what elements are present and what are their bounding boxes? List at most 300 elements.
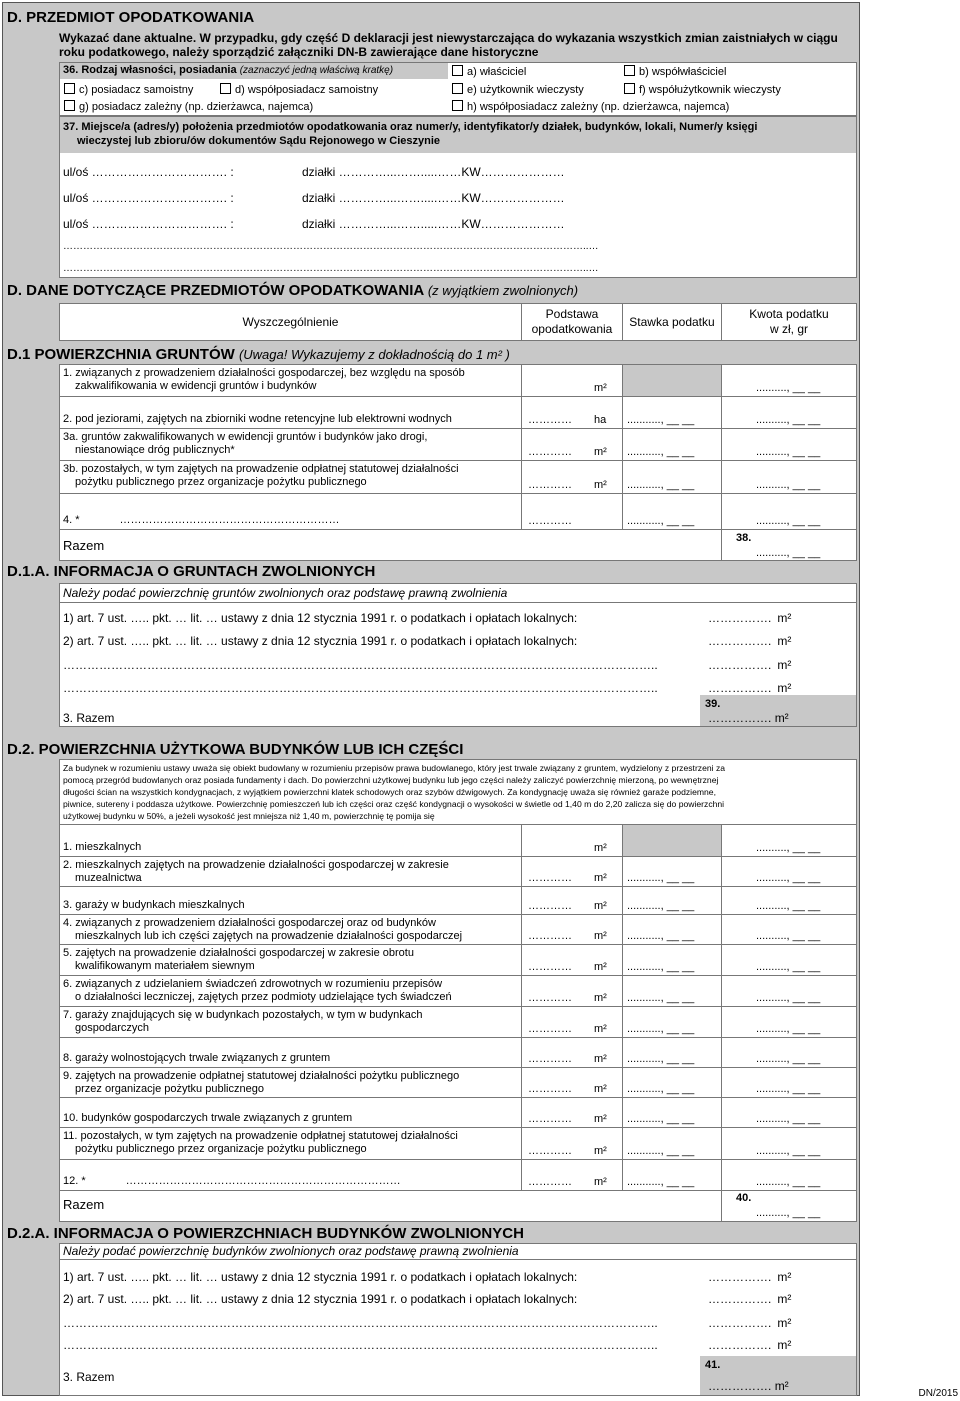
d2-row-base[interactable] bbox=[521, 1037, 623, 1068]
option-e-label: e) użytkownik wieczysty bbox=[467, 84, 584, 96]
d2-row-tax-value: .........., __ __ bbox=[756, 842, 821, 854]
d1-row-tax-value: .........., __ __ bbox=[756, 515, 821, 527]
d2-row-rate[interactable] bbox=[622, 1159, 722, 1191]
d1a-total-val[interactable] bbox=[708, 711, 789, 725]
d2-row-base[interactable] bbox=[521, 1159, 623, 1191]
section-dd-title bbox=[7, 282, 578, 299]
d1-row-rate-value: ..........., __ __ bbox=[627, 414, 695, 426]
d2-row-base[interactable] bbox=[521, 856, 623, 887]
d1-row-label bbox=[63, 514, 518, 527]
d1-row-label-box bbox=[59, 428, 522, 461]
d2-row-base-value: ………… bbox=[528, 872, 572, 884]
d2-row-base[interactable] bbox=[521, 1127, 623, 1160]
d2-row-label bbox=[63, 917, 518, 943]
d2-row-rate-value: ..........., __ __ bbox=[627, 1023, 695, 1035]
d2-row-rate[interactable] bbox=[622, 1037, 722, 1068]
col-tax-box bbox=[721, 303, 857, 341]
d1-row-label bbox=[63, 463, 518, 489]
col-base bbox=[522, 307, 622, 337]
info-lead: Wykazać dane aktualne. bbox=[59, 31, 197, 45]
d2-row-tax[interactable] bbox=[721, 1067, 857, 1098]
d1-row-tax[interactable] bbox=[721, 460, 857, 494]
d2-row-rate[interactable] bbox=[622, 944, 722, 976]
d2-row-unit: m² bbox=[594, 872, 607, 884]
addr-street-2[interactable]: ul/oś ……………………………. : bbox=[63, 191, 234, 205]
d2-row-line-1: 5. zajętych na prowadzenie działalności gospodarczej w zakresie obrotu bbox=[63, 947, 414, 959]
d1-row-label-box bbox=[59, 493, 522, 530]
d1-row-tax-value: .........., __ __ bbox=[756, 446, 821, 458]
d2-row-tax[interactable] bbox=[721, 886, 857, 915]
d2a-subtitle: Należy podać powierzchnię budynków zwolnionych oraz podstawę prawną zwolnienia bbox=[63, 1244, 519, 1258]
d1-row-base-value: ………… bbox=[528, 515, 572, 527]
q37-box bbox=[59, 116, 857, 278]
d2-row-tax[interactable] bbox=[721, 914, 857, 945]
checkbox-c[interactable] bbox=[64, 83, 75, 94]
d2-row-unit: m² bbox=[594, 900, 607, 912]
d2-row-unit: m² bbox=[594, 961, 607, 973]
d1-row-tax-value: .........., __ __ bbox=[756, 414, 821, 426]
d2-row-tax-value: .........., __ __ bbox=[756, 1113, 821, 1125]
d1-row-rate[interactable] bbox=[622, 460, 722, 494]
d2-row-rate[interactable] bbox=[622, 914, 722, 945]
d2-row-line-1: 12. * bbox=[63, 1175, 86, 1187]
option-d-label: d) współposiadacz samoistny bbox=[235, 84, 379, 96]
d2-row-rate-value: ..........., __ __ bbox=[627, 872, 695, 884]
d2-row-rate[interactable] bbox=[622, 1097, 722, 1128]
d2-row-base-value: ………… bbox=[528, 1053, 572, 1065]
section-d-info bbox=[59, 31, 855, 59]
d2a-subtitle-box bbox=[59, 1243, 857, 1260]
d2a-title: D.2.A. INFORMACJA O POWIERZCHNIACH BUDYNKÓW ZWOLNIONYCH bbox=[7, 1225, 524, 1242]
d2-row-base[interactable] bbox=[521, 975, 623, 1007]
d2a-row-value[interactable] bbox=[708, 1270, 791, 1284]
d1-row-base[interactable] bbox=[521, 460, 623, 494]
d2-row-label bbox=[63, 947, 518, 973]
d2-row-base-value: ………… bbox=[528, 1083, 572, 1095]
checkbox-b[interactable] bbox=[624, 65, 635, 76]
d1-row-line-2: pożytku publicznego przez organizacje pożytku publicznego bbox=[75, 476, 367, 488]
d2-total-box[interactable] bbox=[721, 1190, 857, 1222]
d1a-row-value[interactable] bbox=[708, 634, 791, 648]
section-dd-title-text: D. DANE DOTYCZĄCE PRZEDMIOTÓW OPODATKOWANIA bbox=[7, 282, 424, 299]
d2-row-rate-value: ..........., __ __ bbox=[627, 1083, 695, 1095]
d1-razem: Razem bbox=[63, 538, 105, 553]
d1-row-line-1: 3a. gruntów zakwalifikowanych w ewidencji gruntów i budynków jako drogi, bbox=[63, 431, 428, 443]
d2-row-rate-value: ..........., __ __ bbox=[627, 1145, 695, 1157]
d2-row-tax-value: .........., __ __ bbox=[756, 961, 821, 973]
d2-row-rate-value: ..........., __ __ bbox=[627, 992, 695, 1004]
d2-row-label-box bbox=[59, 1097, 522, 1128]
option-g-label: g) posiadacz zależny (np. dzierżawca, najemca) bbox=[79, 101, 314, 113]
d2-row-unit: m² bbox=[594, 1113, 607, 1125]
d1-row-label-box bbox=[59, 396, 522, 429]
d2-row-line-2: pożytku publicznego przez organizacje pożytku publicznego bbox=[75, 1143, 367, 1155]
d2-row-label-box bbox=[59, 944, 522, 976]
d1-row-rate bbox=[622, 364, 722, 397]
d2a-total-unit: m² bbox=[774, 1379, 789, 1393]
d2-row-base[interactable] bbox=[521, 914, 623, 945]
d1a-row-text[interactable]: ………………………………………………………………………………………………………………………………….. bbox=[63, 681, 658, 695]
d2a-row-text[interactable]: ………………………………………………………………………………………………………………………………….. bbox=[63, 1316, 658, 1330]
checkbox-e[interactable] bbox=[452, 83, 463, 94]
d1-row-tax[interactable] bbox=[721, 364, 857, 397]
d2-row-line-2: mieszkalnych lub ich części zajętych na prowadzenie działalności gospodarczej bbox=[75, 930, 463, 942]
d2-row-base-value: ………… bbox=[528, 1145, 572, 1157]
d2-row-rate-value: ..........., __ __ bbox=[627, 1176, 695, 1188]
d2-row-tax[interactable] bbox=[721, 1159, 857, 1191]
d2a-razem: 3. Razem bbox=[63, 1370, 115, 1384]
d2-row-label bbox=[63, 1052, 518, 1065]
d2-row-base[interactable] bbox=[521, 1006, 623, 1038]
d2-row-base-value: ………… bbox=[528, 1113, 572, 1125]
d2-row-label bbox=[63, 1070, 518, 1096]
d1a-box bbox=[59, 602, 857, 727]
d1a-row-text: 1) art. 7 ust. ….. pkt. … lit. … ustawy z dnia 12 stycznia 1991 r. o podatkach i opłatach lokalnych: bbox=[63, 611, 578, 625]
d2-row-tax-value: .........., __ __ bbox=[756, 1083, 821, 1095]
d1-row-line-1: 2. pod jeziorami, zajętych na zbiorniki wodne retencyjne lub elektrowni wodnych bbox=[63, 413, 452, 425]
d2-row-line-1: 11. pozostałych, w tym zajętych na prowadzenie odpłatnej statutowej działalności bbox=[63, 1130, 458, 1142]
q37-label bbox=[63, 120, 757, 148]
d2-row-rate[interactable] bbox=[622, 975, 722, 1007]
d2-row-base-value: ………… bbox=[528, 992, 572, 1004]
d2-row-label-box bbox=[59, 914, 522, 945]
d1-total-val: .........., __ __ bbox=[756, 547, 821, 559]
d2-note bbox=[63, 762, 725, 822]
d1a-row-value[interactable] bbox=[708, 658, 791, 672]
col-rate: Stawka podatku bbox=[629, 315, 715, 329]
d2a-row-dots: ……………. bbox=[708, 1338, 772, 1352]
d2-row-line-2: gospodarczych bbox=[75, 1022, 149, 1034]
option-a-label: a) właściciel bbox=[467, 66, 527, 78]
d2a-row-text[interactable]: ………………………………………………………………………………………………………………………………….. bbox=[63, 1338, 658, 1352]
d2-row-rate-value: ..........., __ __ bbox=[627, 930, 695, 942]
q37-line-2: wieczystej lub zbioru/ów dokumentów Sądu Rejonowego w Cieszynie bbox=[77, 135, 441, 147]
option-c-label: c) posiadacz samoistny bbox=[79, 84, 194, 96]
addr-plot-1[interactable]: działki …………...…….....……KW………………… bbox=[302, 165, 565, 179]
d2a-box bbox=[59, 1259, 857, 1396]
option-f-label: f) współużytkownik wieczysty bbox=[639, 84, 781, 96]
d1a-row-unit: m² bbox=[777, 658, 792, 672]
d1-row-tax-value: .........., __ __ bbox=[756, 382, 821, 394]
d2-row-tax-value: .........., __ __ bbox=[756, 872, 821, 884]
d2-row-label bbox=[63, 978, 518, 1004]
d1a-row-unit: m² bbox=[777, 681, 792, 695]
d2-row-tax[interactable] bbox=[721, 944, 857, 976]
d1-total-num: 38. bbox=[736, 532, 752, 544]
d2-row-label-box bbox=[59, 856, 522, 887]
d1-row-dots[interactable]: …………………………………………………… bbox=[119, 514, 340, 526]
d1-row-line-1: 3b. pozostałych, w tym zajętych na prowadzenie odpłatnej statutowej działalności bbox=[63, 463, 459, 475]
d2-row-base[interactable] bbox=[521, 1097, 623, 1128]
d2-row-unit: m² bbox=[594, 1083, 607, 1095]
checkbox-h[interactable] bbox=[452, 100, 463, 111]
d2-note-box bbox=[59, 759, 857, 825]
d2-row-line-1: 3. garaży w budynkach mieszkalnych bbox=[63, 899, 245, 911]
d2-row-line-1: 9. zajętych na prowadzenie odpłatnej statutowej działalności pożytku publicznego bbox=[63, 1070, 460, 1082]
d1a-row-unit: m² bbox=[777, 634, 792, 648]
d2-row-label bbox=[63, 859, 518, 885]
d2-row-label bbox=[63, 899, 518, 912]
d2-row-unit: m² bbox=[594, 1176, 607, 1188]
d2-note-line: piwnice, sutereny i poddasza użytkowe. Powierzchnię pomieszczeń lub ich części oraz część kondygnacji o wysokości w świetle od 1,40 m do 2,20 zalicza się do powierzchni bbox=[63, 799, 725, 809]
d2-row-label-box bbox=[59, 1127, 522, 1160]
d2-row-tax[interactable] bbox=[721, 1097, 857, 1128]
col-rate-box bbox=[622, 303, 722, 341]
addr-plot-2[interactable]: działki …………...…….....……KW………………… bbox=[302, 191, 565, 205]
d2a-row-value[interactable] bbox=[708, 1316, 791, 1330]
d2-title: D.2. POWIERZCHNIA UŻYTKOWA BUDYNKÓW LUB ICH CZĘŚCI bbox=[7, 741, 464, 758]
d2a-row-unit: m² bbox=[777, 1338, 792, 1352]
col-base-1: Podstawa bbox=[545, 307, 599, 321]
d1-row-tax[interactable] bbox=[721, 493, 857, 530]
d2-row-label-box bbox=[59, 1037, 522, 1068]
d1-title bbox=[7, 346, 510, 363]
d2-row-base[interactable] bbox=[521, 824, 623, 857]
d1-row-unit: m² bbox=[594, 446, 607, 458]
d2a-row-unit: m² bbox=[777, 1292, 792, 1306]
q37-line-1: 37. Miejsce/a (adres/y) położenia przedmiotów opodatkowania oraz numer/y, identyfikator/y działek, budynków, lokali, Numer/y księgi bbox=[63, 121, 758, 133]
d2-row-tax[interactable] bbox=[721, 1127, 857, 1160]
d2-row-unit: m² bbox=[594, 1053, 607, 1065]
addr-street-1[interactable]: ul/oś ……………………………. : bbox=[63, 165, 234, 179]
form-code: DN/2015 bbox=[918, 1388, 958, 1399]
d2-row-rate[interactable] bbox=[622, 1006, 722, 1038]
d1-row-line-1: 1. związanych z prowadzeniem działalności gospodarczej, bez względu na sposób bbox=[63, 367, 465, 379]
d2a-total-val[interactable] bbox=[708, 1379, 789, 1393]
option-b[interactable] bbox=[624, 65, 726, 78]
checkbox-f[interactable] bbox=[624, 83, 635, 94]
d2-total-num: 40. bbox=[736, 1192, 752, 1204]
d2-row-tax[interactable] bbox=[721, 1006, 857, 1038]
d1a-razem: 3. Razem bbox=[63, 711, 115, 725]
d1-row-unit: m² bbox=[594, 479, 607, 491]
d1-row-line-2: niestanowiące dróg publicznych* bbox=[75, 444, 235, 456]
d2-row-tax-value: .........., __ __ bbox=[756, 1176, 821, 1188]
col-tax-2: w zł, gr bbox=[769, 322, 808, 336]
d2-row-rate bbox=[622, 824, 722, 857]
d1a-row-value[interactable] bbox=[708, 681, 791, 695]
d1-row-line-2: zakwalifikowania w ewidencji gruntów i budynków bbox=[75, 380, 317, 392]
d2-razem: Razem bbox=[63, 1197, 105, 1212]
d2-row-line-1: 8. garaży wolnostojących trwale związanych z gruntem bbox=[63, 1052, 331, 1064]
d1a-row-text[interactable]: ………………………………………………………………………………………………………………………………….. bbox=[63, 658, 658, 672]
d1-row-tax[interactable] bbox=[721, 396, 857, 429]
d2-row-rate[interactable] bbox=[622, 1127, 722, 1160]
d1-row-base[interactable] bbox=[521, 396, 623, 429]
d2-row-rate-value: ..........., __ __ bbox=[627, 900, 695, 912]
d2-row-line-1: 2. mieszkalnych zajętych na prowadzenie działalności gospodarczej w zakresie bbox=[63, 859, 449, 871]
d1-row-base-value: ………… bbox=[528, 479, 572, 491]
d2-note-line: Za budynek w rozumieniu ustawy uważa się obiekt budowlany w rozumieniu przepisów prawa budowlanego, który jest trwale związany z gruntem, wydzielony z przestrzeni za bbox=[63, 763, 726, 773]
d1-row-line-1: 4. * bbox=[63, 514, 80, 526]
option-e[interactable] bbox=[452, 83, 584, 96]
d2-row-label bbox=[63, 1175, 518, 1188]
d2-row-label-box bbox=[59, 824, 522, 857]
col-base-box bbox=[521, 303, 623, 341]
d2-note-line: użytkowej budynku w 50%, a jeżeli wysokość jest mniejsza niż 1,40 m, powierzchnię tę pomija się bbox=[63, 811, 435, 821]
d2a-row-dots: ……………. bbox=[708, 1270, 772, 1284]
d2-row-rate-value: ..........., __ __ bbox=[627, 1113, 695, 1125]
d1a-total-dots: ……………. bbox=[708, 711, 772, 725]
d2-row-rate-value: ..........., __ __ bbox=[627, 1053, 695, 1065]
d2a-row-dots: ……………. bbox=[708, 1292, 772, 1306]
d2-row-label-box bbox=[59, 975, 522, 1007]
d1-row-rate-value: ..........., __ __ bbox=[627, 446, 695, 458]
d1-row-base[interactable] bbox=[521, 493, 623, 530]
d2-row-label bbox=[63, 1130, 518, 1156]
d1-row-tax[interactable] bbox=[721, 428, 857, 461]
d1-row-unit: ha bbox=[594, 414, 607, 426]
d2-row-line-1: 7. garaży znajdujących się w budynkach pozostałych, w tym w budynkach bbox=[63, 1009, 423, 1021]
d1-row-base[interactable] bbox=[521, 364, 623, 397]
d2-row-tax[interactable] bbox=[721, 856, 857, 887]
d2a-row-text: 1) art. 7 ust. ….. pkt. … lit. … ustawy z dnia 12 stycznia 1991 r. o podatkach i opłatach lokalnych: bbox=[63, 1270, 578, 1284]
col-desc-box bbox=[59, 303, 522, 341]
d1-row-rate-value: ..........., __ __ bbox=[627, 515, 695, 527]
col-desc: Wyszczególnienie bbox=[242, 315, 339, 329]
col-tax-1: Kwota podatku bbox=[749, 307, 829, 321]
d1-row-rate[interactable] bbox=[622, 396, 722, 429]
option-a[interactable] bbox=[452, 65, 526, 78]
d2a-row-unit: m² bbox=[777, 1316, 792, 1330]
d2a-row-value[interactable] bbox=[708, 1292, 791, 1306]
d1-row-base-value: ………… bbox=[528, 446, 572, 458]
d2-row-tax[interactable] bbox=[721, 824, 857, 857]
d1-row-label-box bbox=[59, 460, 522, 494]
form-page bbox=[2, 2, 860, 1396]
d2-row-tax[interactable] bbox=[721, 1037, 857, 1068]
d2-razem-box bbox=[59, 1190, 723, 1222]
d1-total-box[interactable] bbox=[721, 529, 857, 561]
d2-row-base[interactable] bbox=[521, 944, 623, 976]
d2-row-tax-value: .........., __ __ bbox=[756, 1053, 821, 1065]
d2-row-rate-value: ..........., __ __ bbox=[627, 961, 695, 973]
d2-row-base-value: ………… bbox=[528, 961, 572, 973]
checkbox-a[interactable] bbox=[452, 65, 463, 76]
option-c[interactable] bbox=[64, 83, 193, 96]
d1-razem-box bbox=[59, 529, 723, 561]
q36-label bbox=[63, 64, 393, 76]
d2-row-line-1: 1. mieszkalnych bbox=[63, 841, 142, 853]
d1-row-label bbox=[63, 413, 518, 426]
addr-extra-2[interactable]: …………………………………………………………………………………………………………………………………………..… bbox=[63, 263, 599, 274]
d1a-total-num: 39. bbox=[705, 698, 721, 710]
d1-subtitle: (Uwaga! Wykazujemy z dokładnością do 1 m² ) bbox=[238, 347, 510, 362]
checkbox-d[interactable] bbox=[220, 83, 231, 94]
d2-row-tax-value: .........., __ __ bbox=[756, 1023, 821, 1035]
d2-row-label bbox=[63, 1009, 518, 1035]
d2-row-unit: m² bbox=[594, 1145, 607, 1157]
d1-row-rate[interactable] bbox=[622, 493, 722, 530]
d1-title-text: D.1 POWIERZCHNIA GRUNTÓW bbox=[7, 346, 235, 363]
addr-plot-3[interactable]: działki …………...…….....……KW………………… bbox=[302, 217, 565, 231]
d2-row-rate[interactable] bbox=[622, 856, 722, 887]
d2-note-line: pomocą przegród budowlanych oraz posiada fundamenty i dach. Do powierzchni użytkowej budynku lub jego części należy zaliczyć powierzchnię mierzoną, po wewnętrznej bbox=[63, 775, 719, 785]
section-dd-subtitle: (z wyjątkiem zwolnionych) bbox=[427, 283, 579, 298]
option-h[interactable] bbox=[452, 100, 729, 113]
d2-row-label bbox=[63, 841, 518, 854]
d2-row-line-2: przez organizacje pożytku publicznego bbox=[75, 1083, 264, 1095]
d1a-row-value[interactable] bbox=[708, 611, 791, 625]
d2-row-rate[interactable] bbox=[622, 1067, 722, 1098]
d1-row-base-value: ………… bbox=[528, 414, 572, 426]
d2a-row-dots: ……………. bbox=[708, 1316, 772, 1330]
d1-row-rate-value: ..........., __ __ bbox=[627, 479, 695, 491]
d1a-row-dots: ……………. bbox=[708, 658, 772, 672]
info-line-2: roku podatkowego, należy sporządzić załączniki DN-B zawierające dane historyczne bbox=[59, 45, 539, 59]
q36-box bbox=[59, 62, 857, 116]
d2-row-label bbox=[63, 1112, 518, 1125]
checkbox-g[interactable] bbox=[64, 100, 75, 111]
d2-row-tax-value: .........., __ __ bbox=[756, 900, 821, 912]
option-f[interactable] bbox=[624, 83, 781, 96]
d2-row-base-value: ………… bbox=[528, 1176, 572, 1188]
d2a-row-unit: m² bbox=[777, 1270, 792, 1284]
d1-row-base[interactable] bbox=[521, 428, 623, 461]
d2-total-val: .........., __ __ bbox=[756, 1207, 821, 1219]
d2a-total-num: 41. bbox=[705, 1359, 721, 1371]
option-d[interactable] bbox=[220, 83, 378, 96]
d2-note-line: długości ścian na wszystkich kondygnacjach, z wyjątkiem powierzchni klatek schodowych oraz szybów dźwigowych. Za kondygnację uważa się również garaże podziemne, bbox=[63, 787, 716, 797]
d1-row-label-box bbox=[59, 364, 522, 397]
d2-row-label-box bbox=[59, 1006, 522, 1038]
d1-row-label bbox=[63, 367, 518, 393]
info-line-1: W przypadku, gdy część D deklaracji jest niewystarczająca do wykazania wszystkich zmian zaistniałych w ciągu bbox=[199, 31, 838, 45]
d1a-row-dots: ……………. bbox=[708, 611, 772, 625]
d2-row-label-box bbox=[59, 1067, 522, 1098]
d2-row-rate[interactable] bbox=[622, 886, 722, 915]
d2a-total-dots: ……………. bbox=[708, 1379, 772, 1393]
d1a-total-unit: m² bbox=[774, 711, 789, 725]
d2-row-tax[interactable] bbox=[721, 975, 857, 1007]
q36-hint: (zaznaczyć jedną właściwą kratkę) bbox=[239, 65, 394, 76]
d1a-row-unit: m² bbox=[777, 611, 792, 625]
d2-row-label-box bbox=[59, 1159, 522, 1191]
addr-street-3[interactable]: ul/oś ……………………………. : bbox=[63, 217, 234, 231]
d1a-row-dots: ……………. bbox=[708, 634, 772, 648]
d2-row-line-2: o działalności leczniczej, zajętych przez podmioty udzielające tych świadczeń bbox=[75, 991, 452, 1003]
addr-extra-1[interactable]: …………………………………………………………………………………………………………………………………………..… bbox=[63, 241, 599, 252]
d2-row-unit: m² bbox=[594, 1023, 607, 1035]
d2-row-base[interactable] bbox=[521, 886, 623, 915]
d2-row-dots[interactable]: ………………………………………………………………… bbox=[125, 1175, 401, 1187]
d2-row-label-box bbox=[59, 886, 522, 915]
col-tax bbox=[722, 307, 856, 337]
d1a-title: D.1.A. INFORMACJA O GRUNTACH ZWOLNIONYCH bbox=[7, 563, 376, 580]
option-g[interactable] bbox=[64, 100, 313, 113]
d2-row-tax-value: .........., __ __ bbox=[756, 930, 821, 942]
d2-row-base[interactable] bbox=[521, 1067, 623, 1098]
d2-row-base-value: ………… bbox=[528, 900, 572, 912]
d2-row-base-value: ………… bbox=[528, 930, 572, 942]
section-d-title: D. PRZEDMIOT OPODATKOWANIA bbox=[7, 9, 255, 26]
d1a-subtitle: Należy podać powierzchnię gruntów zwolnionych oraz podstawę prawną zwolnienia bbox=[63, 586, 508, 600]
d2a-row-text: 2) art. 7 ust. ….. pkt. … lit. … ustawy z dnia 12 stycznia 1991 r. o podatkach i opłatach lokalnych: bbox=[63, 1292, 578, 1306]
d1-row-label bbox=[63, 431, 518, 457]
d2-row-unit: m² bbox=[594, 930, 607, 942]
d1a-subtitle-box bbox=[59, 583, 857, 603]
d1a-row-text: 2) art. 7 ust. ….. pkt. … lit. … ustawy z dnia 12 stycznia 1991 r. o podatkach i opłatach lokalnych: bbox=[63, 634, 578, 648]
d2a-row-value[interactable] bbox=[708, 1338, 791, 1352]
d2-row-unit: m² bbox=[594, 842, 607, 854]
d2-row-line-1: 6. związanych z udzielaniem świadczeń zdrowotnych w rozumieniu przepisów bbox=[63, 978, 443, 990]
d2-row-line-1: 4. związanych z prowadzeniem działalności gospodarczej oraz od budynków bbox=[63, 917, 436, 929]
d2-row-line-2: kwalifikowanym materiałem siewnym bbox=[75, 960, 255, 972]
d2-row-tax-value: .........., __ __ bbox=[756, 992, 821, 1004]
option-h-label: h) współposiadacz zależny (np. dzierżawca, najemca) bbox=[467, 101, 730, 113]
d1-row-rate[interactable] bbox=[622, 428, 722, 461]
d2-row-line-1: 10. budynków gospodarczych trwale związanych z gruntem bbox=[63, 1112, 353, 1124]
